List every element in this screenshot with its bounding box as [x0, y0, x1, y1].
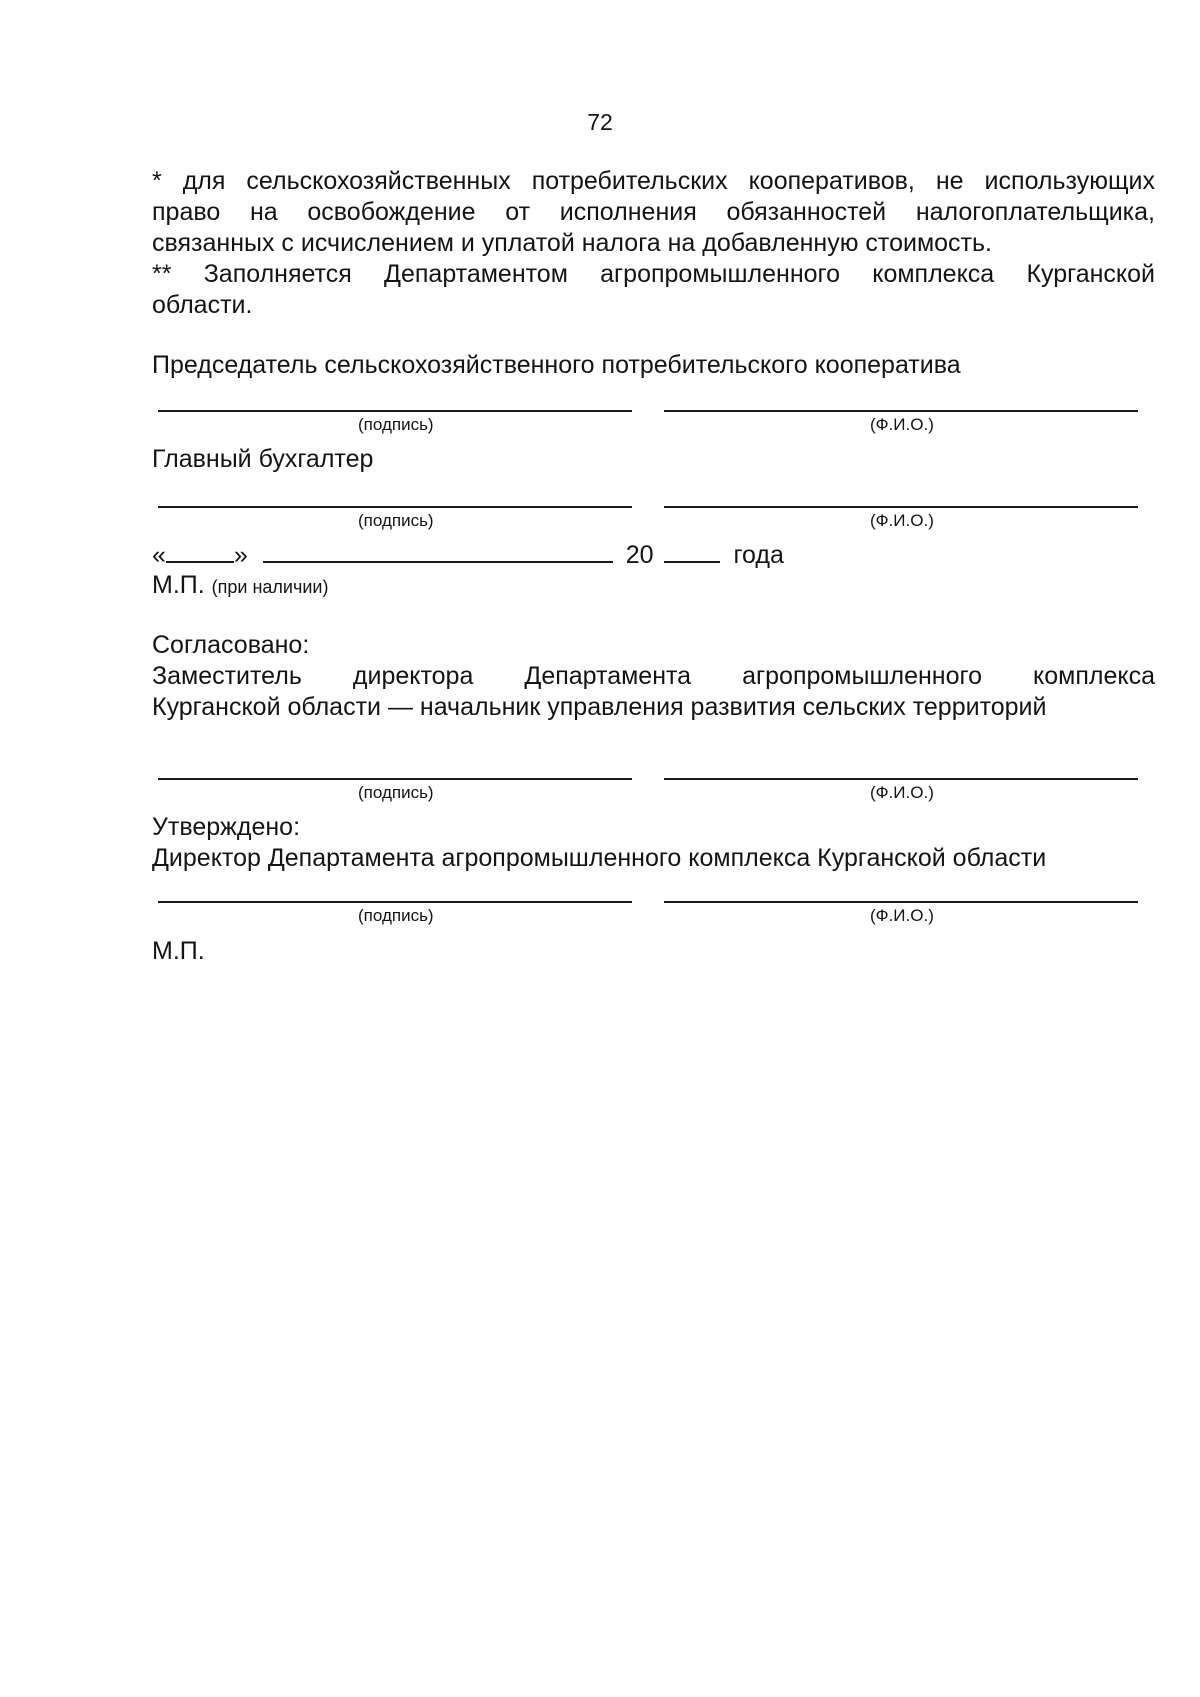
date-line — [152, 539, 784, 571]
agreed-name-caption: (Ф.И.О.) — [870, 783, 934, 802]
footnote-2-line-2: области. — [152, 291, 253, 319]
date-day-field[interactable] — [166, 539, 234, 563]
footnote-1-line-3: связанных с исчислением и уплатой налога на добавленную стоимость. — [152, 229, 992, 257]
date-year-prefix: 20 — [625, 541, 654, 569]
date-year-field[interactable] — [664, 539, 720, 563]
page-number: 72 — [587, 109, 613, 135]
chairman-name-line[interactable] — [664, 410, 1138, 412]
date-close-quote: » — [233, 541, 248, 569]
stamp-note: (при наличии) — [211, 577, 329, 597]
agreed-heading: Согласовано: — [152, 631, 310, 659]
agreed-position-line-1: Заместитель директора Департамента агропромышленного комплекса — [152, 662, 1155, 690]
accountant-signature-caption: (подпись) — [358, 511, 434, 530]
approved-name-caption: (Ф.И.О.) — [870, 906, 934, 925]
approved-name-line[interactable] — [664, 901, 1138, 903]
agreed-name-line[interactable] — [664, 778, 1138, 780]
footnote-2-line-1: ** Заполняется Департаментом агропромышленного комплекса Курганской — [152, 260, 1155, 288]
footnote-1-line-1: * для сельскохозяйственных потребительских кооперативов, не использующих — [152, 167, 1155, 195]
stamp-label: М.П. — [152, 571, 205, 599]
date-open-quote: « — [152, 541, 166, 569]
date-year-suffix: года — [733, 541, 784, 569]
stamp-line — [152, 570, 328, 601]
final-stamp-label: М.П. — [152, 937, 205, 965]
accountant-title: Главный бухгалтер — [152, 445, 374, 473]
approved-position: Директор Департамента агропромышленного комплекса Курганской области — [152, 844, 1047, 872]
approved-signature-caption: (подпись) — [358, 906, 434, 925]
chairman-signature-line[interactable] — [158, 410, 632, 412]
footnote-1-line-2: право на освобождение от исполнения обязанностей налогоплательщика, — [152, 198, 1155, 226]
chairman-signature-caption: (подпись) — [358, 415, 434, 434]
date-month-field[interactable] — [263, 539, 613, 563]
approved-signature-line[interactable] — [158, 901, 632, 903]
accountant-signature-line[interactable] — [158, 506, 632, 508]
approved-heading: Утверждено: — [152, 813, 301, 841]
agreed-position-line-2: Курганской области — начальник управления развития сельских территорий — [152, 693, 1047, 721]
agreed-signature-line[interactable] — [158, 778, 632, 780]
accountant-name-caption: (Ф.И.О.) — [870, 511, 934, 530]
chairman-title: Председатель сельскохозяйственного потребительского кооператива — [152, 351, 961, 379]
agreed-signature-caption: (подпись) — [358, 783, 434, 802]
chairman-name-caption: (Ф.И.О.) — [870, 415, 934, 434]
accountant-name-line[interactable] — [664, 506, 1138, 508]
